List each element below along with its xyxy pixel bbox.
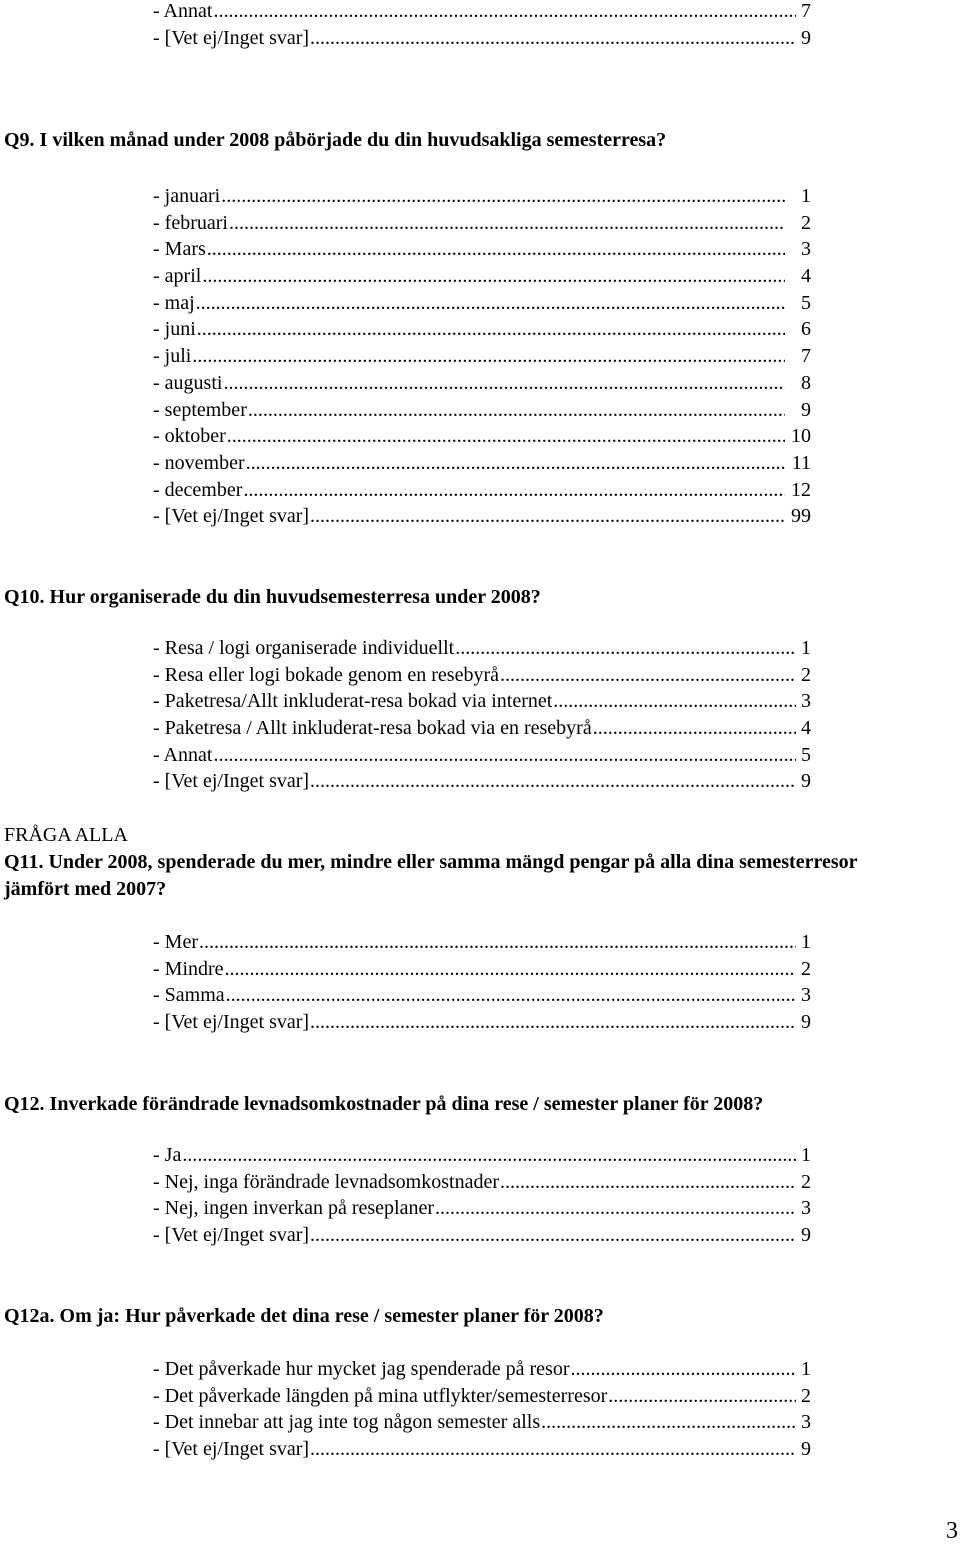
option-label: - april bbox=[153, 265, 202, 288]
option-code: 8 bbox=[801, 371, 811, 394]
option-label: - januari bbox=[153, 185, 221, 207]
option-label: - juni bbox=[153, 318, 196, 341]
option-row bbox=[153, 210, 811, 237]
option-row bbox=[153, 1009, 811, 1036]
option-code: 1 bbox=[801, 637, 811, 659]
option-row bbox=[153, 423, 811, 450]
option-label: - Nej, inga förändrade levnadsomkostnader bbox=[153, 1170, 499, 1193]
option-row bbox=[153, 316, 811, 343]
option-row bbox=[153, 263, 811, 290]
option-code: 1 bbox=[801, 1144, 811, 1166]
option-row bbox=[153, 503, 811, 530]
option-label: - Resa eller logi bokade genom en resebyrå bbox=[153, 663, 499, 686]
option-label: - Paketresa / Allt inkluderat-resa bokad via en resebyrå bbox=[153, 717, 592, 740]
q12a-options bbox=[0, 1356, 960, 1463]
option-code: 10 bbox=[791, 425, 811, 448]
q11-title: Q11. Under 2008, spenderade du mer, mindre eller samma mängd pengar på alla dina semesterresor jämfört med 2007? bbox=[4, 851, 858, 900]
option-row bbox=[153, 1195, 811, 1222]
option-label: - Nej, ingen inverkan på reseplaner bbox=[153, 1197, 434, 1220]
option-row bbox=[153, 1356, 811, 1383]
option-label: - [Vet ej/Inget svar] bbox=[153, 1438, 310, 1461]
option-code: 6 bbox=[801, 318, 811, 341]
prev-question-options bbox=[0, 0, 960, 51]
option-row bbox=[153, 768, 811, 795]
option-code: 2 bbox=[801, 1170, 811, 1193]
option-row bbox=[153, 1169, 811, 1196]
option-code: 3 bbox=[801, 1411, 811, 1434]
option-row bbox=[153, 688, 811, 715]
option-code: 9 bbox=[801, 1224, 811, 1247]
option-label: - Paketresa/Allt inkluderat-resa bokad via internet bbox=[153, 690, 553, 713]
option-label: - [Vet ej/Inget svar] bbox=[153, 1011, 310, 1034]
option-label: - februari bbox=[153, 211, 228, 234]
option-label: - Samma bbox=[153, 984, 225, 1007]
option-code: 2 bbox=[801, 211, 811, 234]
option-row bbox=[153, 1383, 811, 1410]
option-code: 4 bbox=[801, 265, 811, 288]
q10-title: Q10. Hur organiserade du din huvudsemesterresa under 2008? bbox=[4, 586, 541, 608]
q10-options bbox=[0, 635, 960, 795]
option-row bbox=[153, 450, 811, 477]
option-label: - november bbox=[153, 451, 245, 474]
option-label: - [Vet ej/Inget svar] bbox=[153, 26, 310, 49]
option-label: - [Vet ej/Inget svar] bbox=[153, 505, 310, 528]
option-code: 5 bbox=[801, 743, 811, 766]
option-label: - Det påverkade hur mycket jag spenderade på resor bbox=[153, 1358, 570, 1380]
option-label: - Annat bbox=[153, 0, 213, 22]
option-code: 9 bbox=[801, 398, 811, 421]
option-label: - december bbox=[153, 478, 243, 501]
option-row bbox=[153, 183, 811, 210]
option-code: 3 bbox=[801, 984, 811, 1007]
option-code: 7 bbox=[801, 0, 811, 22]
option-row bbox=[153, 929, 811, 956]
option-code: 3 bbox=[801, 238, 811, 261]
option-row bbox=[153, 0, 811, 25]
q12-options bbox=[0, 1142, 960, 1249]
option-code: 1 bbox=[801, 931, 811, 953]
option-row bbox=[153, 1436, 811, 1463]
option-label: - Det innebar att jag inte tog någon semester alls bbox=[153, 1411, 541, 1434]
q9-title: Q9. I vilken månad under 2008 påbörjade du din huvudsakliga semesterresa? bbox=[4, 129, 667, 151]
option-label: - september bbox=[153, 398, 247, 421]
option-row bbox=[153, 343, 811, 370]
option-label: - [Vet ej/Inget svar] bbox=[153, 770, 310, 793]
option-code: 2 bbox=[801, 1384, 811, 1407]
option-row bbox=[153, 370, 811, 397]
option-code: 2 bbox=[801, 663, 811, 686]
page-number: 3 bbox=[946, 1518, 958, 1544]
option-row bbox=[153, 1409, 811, 1436]
option-code: 9 bbox=[801, 1438, 811, 1461]
option-row bbox=[153, 742, 811, 769]
option-row bbox=[153, 662, 811, 689]
option-label: - oktober bbox=[153, 425, 226, 448]
option-code: 2 bbox=[801, 957, 811, 980]
option-code: 12 bbox=[791, 478, 811, 501]
option-code: 5 bbox=[801, 291, 811, 314]
option-row bbox=[153, 956, 811, 983]
option-label: - maj bbox=[153, 291, 195, 314]
option-code: 4 bbox=[801, 717, 811, 740]
option-code: 3 bbox=[801, 1197, 811, 1220]
option-row bbox=[153, 635, 811, 662]
option-code: 1 bbox=[801, 185, 811, 207]
option-row bbox=[153, 290, 811, 317]
option-row bbox=[153, 982, 811, 1009]
option-label: - Mindre bbox=[153, 957, 224, 980]
option-row bbox=[153, 25, 811, 52]
option-code: 9 bbox=[801, 770, 811, 793]
q12a-title: Q12a. Om ja: Hur påverkade det dina rese / semester planer för 2008? bbox=[4, 1305, 604, 1327]
option-code: 3 bbox=[801, 690, 811, 713]
option-label: - Resa / logi organiserade individuellt bbox=[153, 637, 455, 659]
option-code: 9 bbox=[801, 1011, 811, 1034]
option-code: 7 bbox=[801, 345, 811, 368]
option-row bbox=[153, 715, 811, 742]
option-row bbox=[153, 1142, 811, 1169]
option-label: - Det påverkade längden på mina utflykter/semesterresor bbox=[153, 1384, 608, 1407]
option-row bbox=[153, 236, 811, 263]
option-label: - juli bbox=[153, 345, 192, 368]
option-code: 11 bbox=[791, 451, 811, 474]
option-code: 99 bbox=[791, 505, 811, 528]
option-label: - Mer bbox=[153, 931, 198, 953]
q12-title: Q12. Inverkade förändrade levnadsomkostnader på dina rese / semester planer för 2008? bbox=[4, 1093, 764, 1115]
option-row bbox=[153, 1222, 811, 1249]
q9-options bbox=[0, 183, 960, 530]
option-code: 1 bbox=[801, 1358, 811, 1380]
option-label: - Mars bbox=[153, 238, 206, 261]
q11-instruction: FRÅGA ALLA bbox=[4, 824, 128, 846]
option-label: - Annat bbox=[153, 743, 213, 766]
q11-options bbox=[0, 929, 960, 1036]
option-row bbox=[153, 397, 811, 424]
option-code: 9 bbox=[801, 26, 811, 49]
option-label: - augusti bbox=[153, 371, 223, 394]
option-row bbox=[153, 477, 811, 504]
option-label: - Ja bbox=[153, 1144, 182, 1166]
option-label: - [Vet ej/Inget svar] bbox=[153, 1224, 310, 1247]
